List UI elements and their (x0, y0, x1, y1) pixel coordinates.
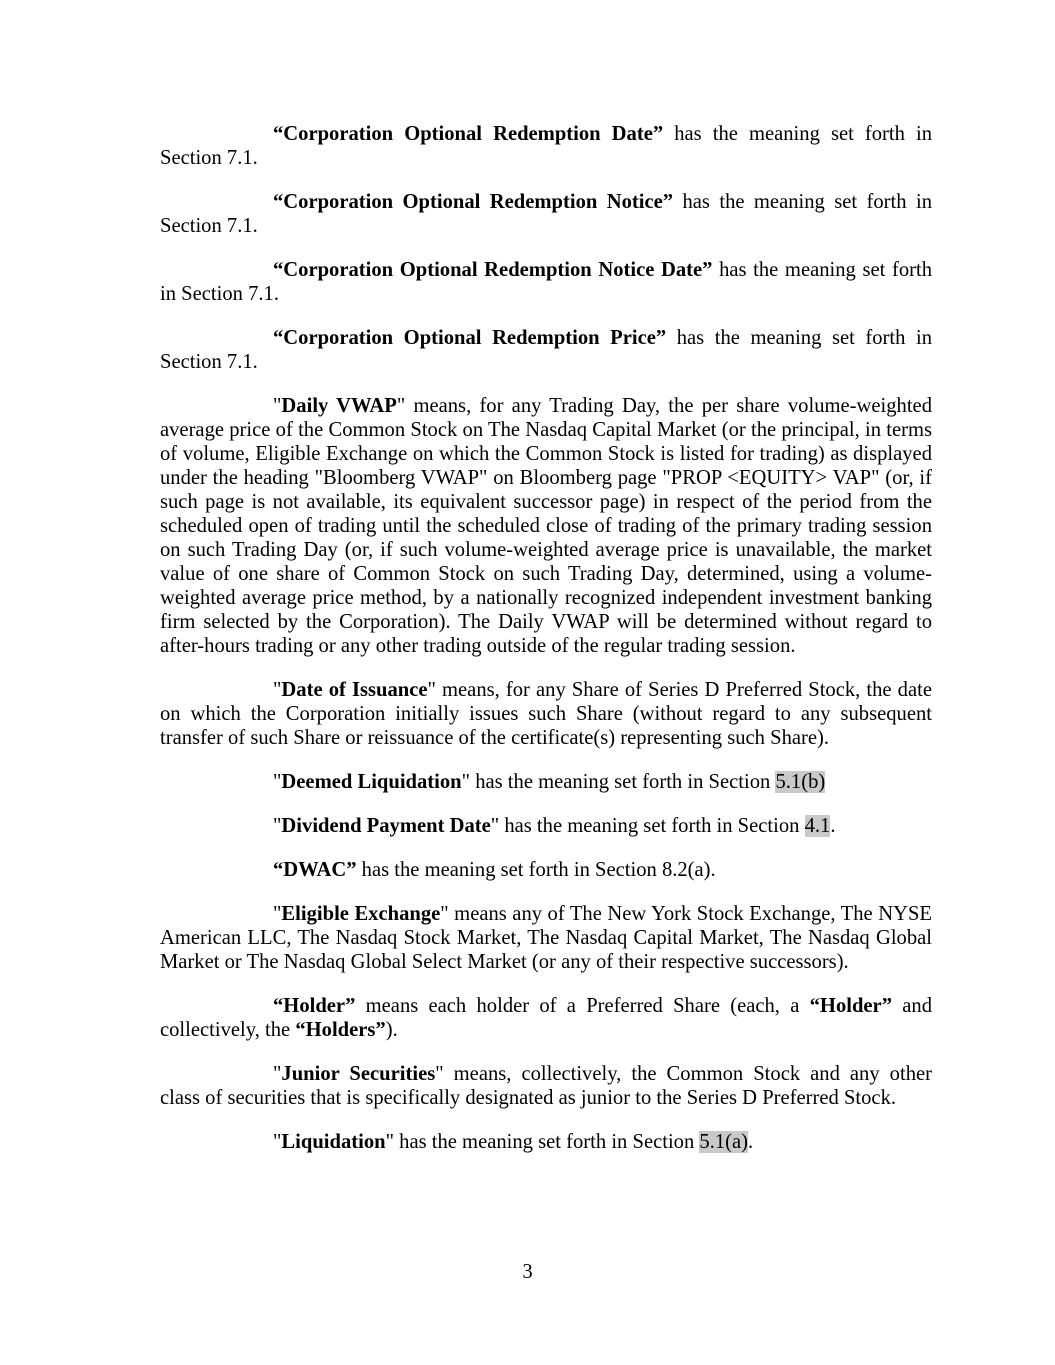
defined-term: “Corporation Optional Redemption Date” (273, 123, 664, 145)
defined-term: “Holder” (809, 995, 892, 1017)
defined-term: Daily VWAP (281, 395, 397, 417)
paragraph-text: " (273, 903, 282, 925)
definition-paragraph (160, 770, 932, 794)
section-reference-highlight: 5.1(a) (699, 1131, 749, 1153)
paragraph-text: and collectively, the (160, 995, 932, 1041)
paragraph-text: " means any of The New York Stock Exchange, The NYSE American LLC, The Nasdaq Stock Market, The Nasdaq Capital Market, The Nasdaq Global Market or The Nasdaq Global Select Market (or any of their respective successors). (160, 903, 932, 973)
defined-term: Junior Securities (281, 1063, 436, 1085)
defined-term: Eligible Exchange (281, 903, 441, 925)
paragraph-text: has the meaning set forth in Section 7.1. (160, 123, 932, 169)
paragraph-text: has the meaning set forth in Section 8.2(a). (356, 859, 716, 881)
paragraph-text: " means, for any Trading Day, the per share volume-weighted average price of the Common Stock on The Nasdaq Capital Market (or the principal, in terms of volume, Eligible Exchange on which the Common Stock is listed for trading) as displayed under the heading "Bloomberg VWAP" on Bloomberg page "PROP <EQUITY> VAP" (or, if such page is not available, its equivalent successor page) in respect of the period from the scheduled open of trading until the scheduled close of trading of the primary trading session on such Trading Day (or, if such volume-weighted average price is unavailable, the market value of one share of Common Stock on such Trading Day, determined, using a volume-weighted average price method, by a nationally recognized independent investment banking firm selected by the Corporation). The Daily VWAP will be determined without regard to after-hours trading or any other trading outside of the regular trading session. (160, 395, 932, 657)
paragraph-text: has the meaning set forth in Section 7.1. (160, 191, 932, 237)
definition-paragraph (160, 994, 932, 1042)
definition-paragraph (160, 814, 932, 838)
definition-paragraph (160, 394, 932, 658)
paragraph-text: " (273, 679, 282, 701)
defined-term: Deemed Liquidation (281, 771, 462, 793)
paragraph-text: " means, collectively, the Common Stock and any other class of securities that is specifically designated as junior to the Series D Preferred Stock. (160, 1063, 932, 1109)
defined-term: Liquidation (281, 1131, 386, 1153)
paragraph-text: " has the meaning set forth in Section (461, 771, 776, 793)
defined-term: “Corporation Optional Redemption Notice Date” (273, 259, 713, 281)
defined-term: Date of Issuance (281, 679, 428, 701)
defined-term: “DWAC” (273, 859, 357, 881)
paragraph-text: has the meaning set forth in Section 7.1. (160, 259, 932, 305)
paragraph-text: " (273, 395, 282, 417)
paragraph-text: means each holder of a Preferred Share (each, a (355, 995, 810, 1017)
definition-paragraph (160, 1130, 932, 1154)
definition-paragraph (160, 678, 932, 750)
paragraph-text: " has the meaning set forth in Section (490, 815, 805, 837)
defined-term: “Corporation Optional Redemption Price” (273, 327, 667, 349)
definition-paragraph (160, 902, 932, 974)
definition-paragraph (160, 858, 932, 882)
paragraph-text: has the meaning set forth in Section 7.1. (160, 327, 932, 373)
definition-paragraph (160, 1062, 932, 1110)
paragraph-text: " (273, 1131, 282, 1153)
paragraph-text: ). (385, 1019, 398, 1041)
paragraph-text: " (273, 815, 282, 837)
paragraph-text: . (748, 1131, 754, 1153)
definition-paragraph (160, 258, 932, 306)
page-number: 3 (522, 1261, 533, 1283)
definition-paragraph (160, 122, 932, 170)
section-reference-highlight: 4.1 (804, 815, 831, 837)
defined-term: Dividend Payment Date (281, 815, 491, 837)
defined-term: “Corporation Optional Redemption Notice” (273, 191, 674, 213)
definition-paragraph (160, 190, 932, 238)
paragraph-text: . (830, 815, 836, 837)
definitions-list (160, 122, 932, 1174)
paragraph-text: " means, for any Share of Series D Preferred Stock, the date on which the Corporation initially issues such Share (without regard to any subsequent transfer of such Share or reissuance of the certificate(s) representing such Share). (160, 679, 932, 749)
paragraph-text: " has the meaning set forth in Section (385, 1131, 700, 1153)
section-reference-highlight: 5.1(b) (775, 771, 826, 793)
defined-term: “Holders” (295, 1019, 386, 1041)
paragraph-text: " (273, 771, 282, 793)
defined-term: “Holder” (273, 995, 356, 1017)
definition-paragraph (160, 326, 932, 374)
paragraph-text: " (273, 1063, 282, 1085)
